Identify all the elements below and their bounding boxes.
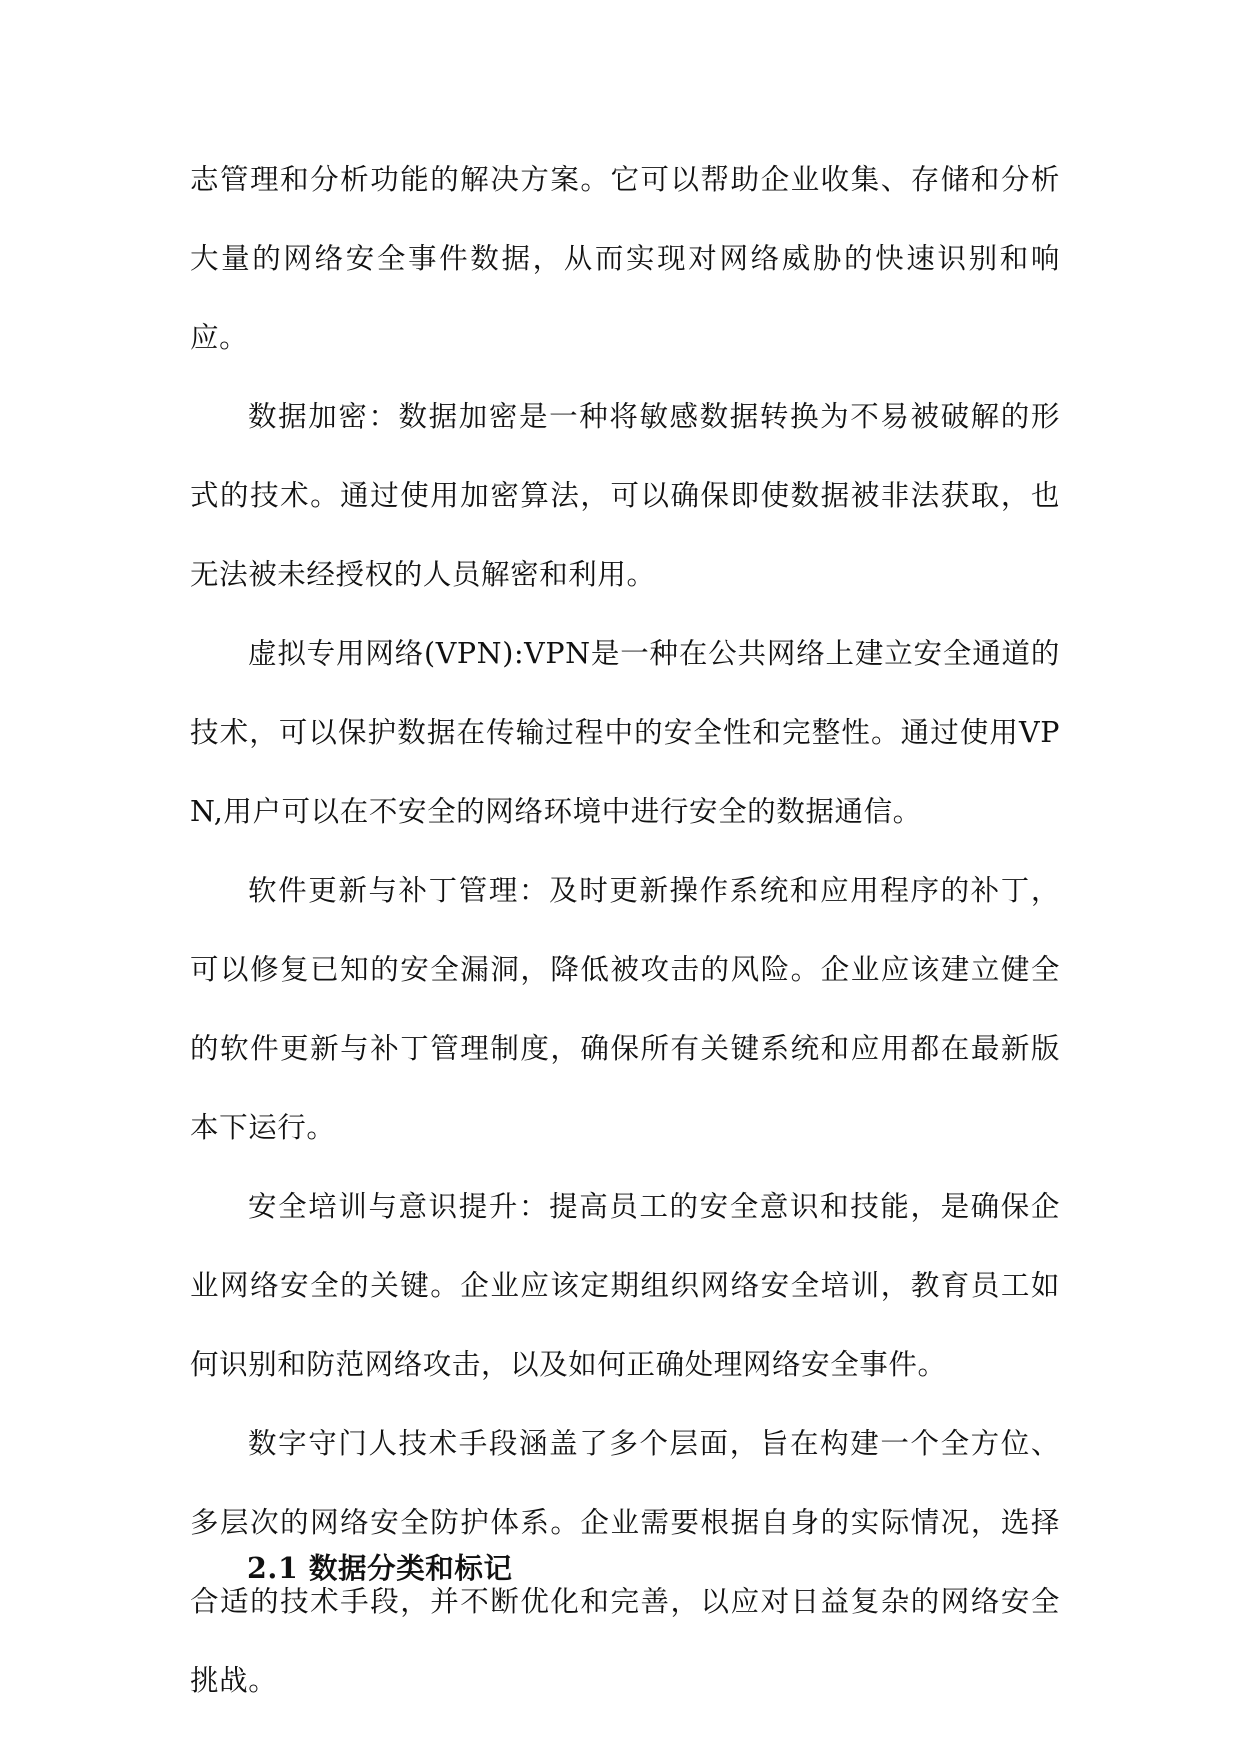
paragraph-log-management-continued: 志管理和分析功能的解决方案。它可以帮助企业收集、存储和分析大量的网络安全事件数据，从而实现对网络威胁的快速识别和响应。	[190, 163, 1060, 354]
paragraph-summary: 数字守门人技术手段涵盖了多个层面，旨在构建一个全方位、多层次的网络安全防护体系。企业需要根据自身的实际情况，选择合适的技术手段，并不断优化和完善，以应对日益复杂的网络安全挑战。	[190, 1427, 1060, 1697]
paragraph-vpn: 虚拟专用网络(VPN):VPN是一种在公共网络上建立安全通道的技术，可以保护数据在传输过程中的安全性和完整性。通过使用VPN,用户可以在不安全的网络环境中进行安全的数据通信。	[190, 637, 1060, 828]
body-text	[190, 140, 1060, 1720]
section-heading: 2.1 数据分类和标记	[247, 1551, 513, 1585]
paragraph-software-updates: 软件更新与补丁管理：及时更新操作系统和应用程序的补丁，可以修复已知的安全漏洞，降低被攻击的风险。企业应该建立健全的软件更新与补丁管理制度，确保所有关键系统和应用都在最新版本下运行。	[190, 874, 1060, 1144]
paragraph-data-encryption: 数据加密：数据加密是一种将敏感数据转换为不易被破解的形式的技术。通过使用加密算法，可以确保即使数据被非法获取，也无法被未经授权的人员解密和利用。	[190, 400, 1060, 591]
paragraph-security-training: 安全培训与意识提升：提高员工的安全意识和技能，是确保企业网络安全的关键。企业应该定期组织网络安全培训，教育员工如何识别和防范网络攻击，以及如何正确处理网络安全事件。	[190, 1190, 1060, 1381]
